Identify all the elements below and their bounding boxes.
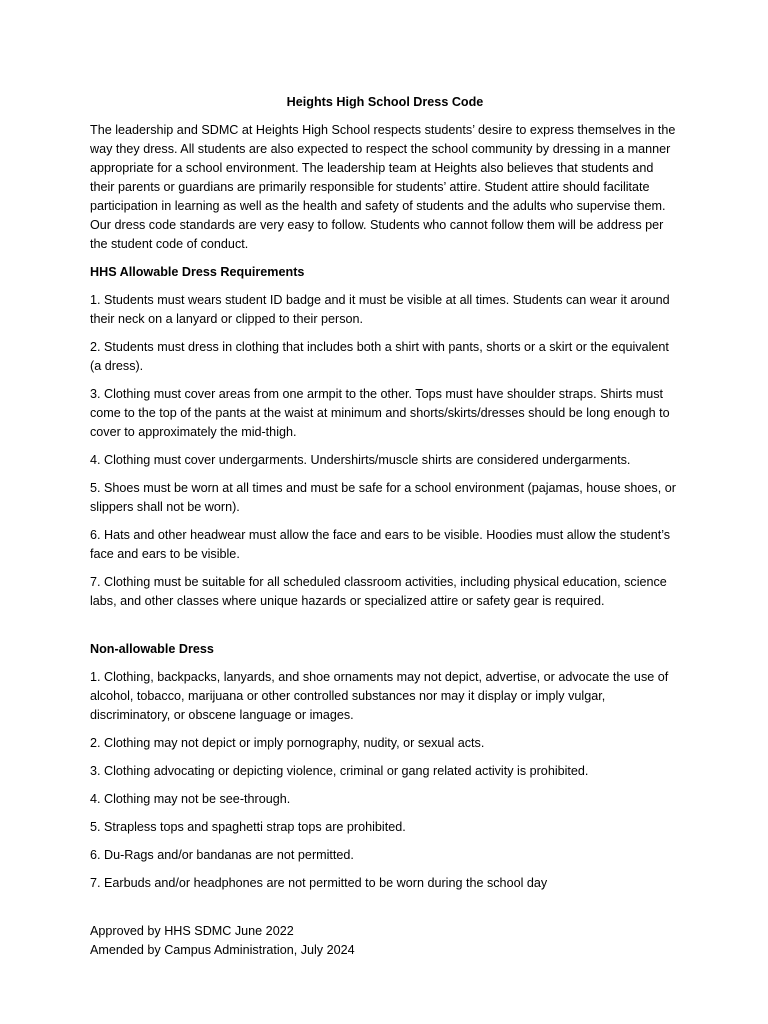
allowable-item: 5. Shoes must be worn at all times and must be safe for a school environment (pajamas, house shoes, or slippers shall not be worn). — [90, 481, 676, 514]
nonallowable-item: 7. Earbuds and/or headphones are not permitted to be worn during the school day — [90, 876, 548, 890]
nonallowable-item: 5. Strapless tops and spaghetti strap tops are prohibited. — [90, 820, 406, 834]
document-body — [90, 93, 680, 960]
allowable-item: 3. Clothing must cover areas from one armpit to the other. Tops must have shoulder straps. Shirts must come to the top of the pants at the waist at minimum and shorts/skirts/dresses should be long enough to cover to approximately the mid-thigh. — [90, 387, 670, 439]
intro-paragraph: The leadership and SDMC at Heights High School respects students’ desire to express themselves in the way they dress. All students are also expected to respect the school community by dressing in a manner appropriate for a school environment. The leadership team at Heights also believes that students and their parents or guardians are primarily responsible for students’ attire. Student attire should facilitate participation in learning as well as the health and safety of students and the adults who supervise them. Our dress code standards are very easy to follow. Students who cannot follow them will be address per the student code of conduct. — [90, 123, 676, 251]
amendment-line: Amended by Campus Administration, July 2024 — [90, 943, 355, 957]
section-spacer — [90, 611, 680, 640]
nonallowable-list — [90, 668, 680, 893]
approval-footer — [90, 922, 680, 960]
allowable-item: 6. Hats and other headwear must allow the face and ears to be visible. Hoodies must allow the student’s face and ears to be visible. — [90, 528, 671, 561]
allowable-item: 7. Clothing must be suitable for all scheduled classroom activities, including physical education, science labs, and other classes where unique hazards or specialized attire or safety gear is required. — [90, 575, 667, 608]
allowable-item: 1. Students must wears student ID badge and it must be visible at all times. Students can wear it around their neck on a lanyard or clipped to their person. — [90, 293, 670, 326]
nonallowable-item: 3. Clothing advocating or depicting violence, criminal or gang related activity is prohibited. — [90, 764, 589, 778]
allowable-item: 4. Clothing must cover undergarments. Undershirts/muscle shirts are considered undergarments. — [90, 453, 631, 467]
nonallowable-item: 6. Du-Rags and/or bandanas are not permitted. — [90, 848, 354, 862]
allowable-heading: HHS Allowable Dress Requirements — [90, 265, 305, 279]
nonallowable-item: 4. Clothing may not be see-through. — [90, 792, 291, 806]
allowable-item: 2. Students must dress in clothing that includes both a shirt with pants, shorts or a skirt or the equivalent (a dress). — [90, 340, 669, 373]
nonallowable-item: 2. Clothing may not depict or imply pornography, nudity, or sexual acts. — [90, 736, 485, 750]
approval-line: Approved by HHS SDMC June 2022 — [90, 924, 294, 938]
allowable-list — [90, 291, 680, 611]
nonallowable-heading: Non-allowable Dress — [90, 642, 214, 656]
document-title: Heights High School Dress Code — [286, 95, 484, 109]
nonallowable-item: 1. Clothing, backpacks, lanyards, and shoe ornaments may not depict, advertise, or advocate the use of alcohol, tobacco, marijuana or other controlled substances nor may it display or imply vulgar, discriminatory, or obscene language or images. — [90, 670, 669, 722]
